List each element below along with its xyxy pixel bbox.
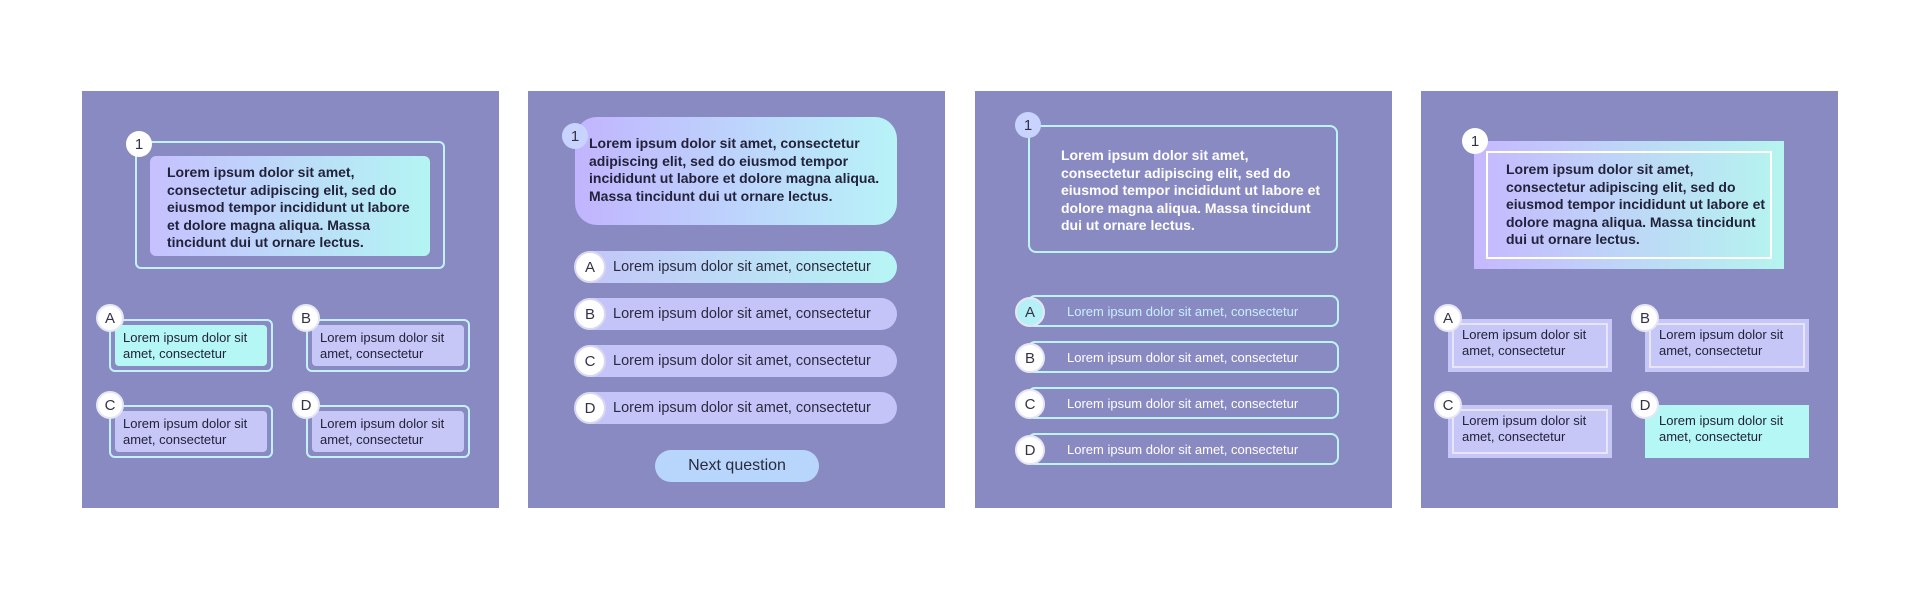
question-text: Lorem ipsum dolor sit amet, consectetur adipiscing elit, sed do eiusmod tempor incididunt ut labore et dolore magna aliqua. Massa tincidunt dui ut ornare lectus. [1028,125,1338,253]
question-number-badge: 1 [1015,112,1041,138]
option-b[interactable] [306,319,470,372]
question-number-badge: 1 [126,131,152,157]
option-b[interactable] [575,298,897,330]
option-c[interactable] [575,345,897,377]
option-letter-b: B [1631,304,1659,332]
option-letter-b: B [574,298,606,330]
option-c[interactable] [1024,387,1339,419]
quiz-panel-1 [82,91,499,508]
question-number-badge: 1 [1462,128,1488,154]
option-letter-d: D [1631,391,1659,419]
option-text: Lorem ipsum dolor sit amet, consectetur [1462,413,1587,444]
option-text: Lorem ipsum dolor sit amet, consectetur [1067,349,1299,365]
option-text: Lorem ipsum dolor sit amet, consectetur [613,306,871,322]
option-letter-b: B [292,304,320,332]
option-letter-c: C [1434,391,1462,419]
option-text: Lorem ipsum dolor sit amet, consectetur [1462,327,1587,358]
option-text: Lorem ipsum dolor sit amet, consectetur [312,325,464,366]
option-letter-a: A [574,251,606,283]
option-text: Lorem ipsum dolor sit amet, consectetur [613,353,871,369]
next-question-button[interactable]: Next question [655,450,819,482]
option-b[interactable] [1024,341,1339,373]
question-text: Lorem ipsum dolor sit amet, consectetur adipiscing elit, sed do eiusmod tempor incididunt ut labore et dolore magna aliqua. Massa tincidunt dui ut ornare lectus. [150,156,430,256]
option-letter-b: B [1015,343,1045,373]
option-a[interactable] [1024,295,1339,327]
option-letter-c: C [574,345,606,377]
question-box [1474,141,1784,269]
option-letter-c: C [1015,389,1045,419]
option-c[interactable] [1448,405,1612,458]
quiz-panel-2 [528,91,945,508]
question-number-badge: 1 [562,123,588,149]
option-text: Lorem ipsum dolor sit amet, consectetur [1067,303,1299,319]
option-text: Lorem ipsum dolor sit amet, consectetur [312,411,464,452]
option-letter-a: A [96,304,124,332]
option-d[interactable] [575,392,897,424]
option-text: Lorem ipsum dolor sit amet, consectetur [1659,327,1784,358]
option-a[interactable] [575,251,897,283]
option-letter-d: D [1015,435,1045,465]
option-letter-d: D [292,391,320,419]
option-d[interactable] [1024,433,1339,465]
option-text: Lorem ipsum dolor sit amet, consectetur [613,400,871,416]
option-text: Lorem ipsum dolor sit amet, consectetur [1067,441,1299,457]
option-a[interactable] [109,319,273,372]
option-text: Lorem ipsum dolor sit amet, consectetur [1659,413,1784,444]
option-letter-a: A [1015,297,1045,327]
option-text: Lorem ipsum dolor sit amet, consectetur [115,325,267,366]
question-text: Lorem ipsum dolor sit amet, consectetur adipiscing elit, sed do eiusmod tempor incididunt ut labore et dolore magna aliqua. Massa tincidunt dui ut ornare lectus. [1506,161,1766,247]
option-b[interactable] [1645,319,1809,372]
option-letter-c: C [96,391,124,419]
question-text: Lorem ipsum dolor sit amet, consectetur adipiscing elit, sed do eiusmod tempor incididunt ut labore et dolore magna aliqua. Massa tincidunt dui ut ornare lectus. [575,117,897,225]
option-text: Lorem ipsum dolor sit amet, consectetur [613,259,871,275]
option-a[interactable] [1448,319,1612,372]
option-d[interactable] [1645,405,1809,458]
option-c[interactable] [109,405,273,458]
option-text: Lorem ipsum dolor sit amet, consectetur [115,411,267,452]
option-d[interactable] [306,405,470,458]
quiz-panel-4 [1421,91,1838,508]
quiz-panel-3 [975,91,1392,508]
option-letter-a: A [1434,304,1462,332]
option-letter-d: D [574,392,606,424]
option-text: Lorem ipsum dolor sit amet, consectetur [1067,395,1299,411]
